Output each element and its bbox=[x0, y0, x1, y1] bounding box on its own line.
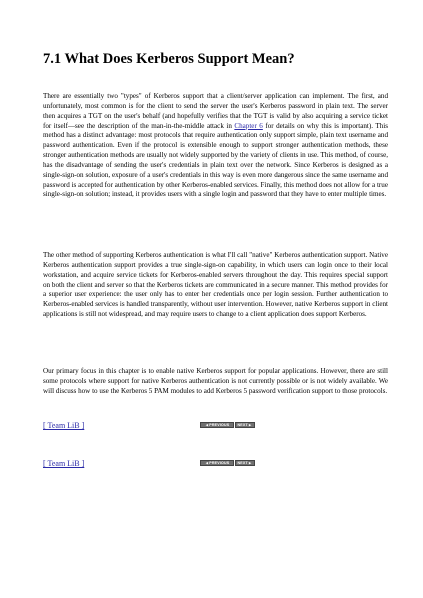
next-button[interactable] bbox=[235, 422, 255, 428]
section-title: 7.1 What Does Kerberos Support Mean? bbox=[43, 51, 295, 67]
previous-label: PREVIOUS bbox=[209, 461, 230, 465]
paragraph-3: Our primary focus in this chapter is to enable native Kerberos support for popular applications. However, there are still some protocols where support for native Kerberos authentication is not currently possible or is not widely available. We will discuss how to use the Kerberos 5 PAM modules to add Kerberos 5 password verification support to those protocols. bbox=[43, 367, 388, 395]
page-nav-top bbox=[200, 422, 255, 428]
next-arrow-icon: ▶ bbox=[248, 461, 252, 465]
previous-arrow-icon: ◀ bbox=[205, 461, 209, 465]
previous-button[interactable] bbox=[200, 460, 234, 466]
next-arrow-icon: ▶ bbox=[248, 423, 252, 427]
page-nav-bottom bbox=[200, 460, 255, 466]
team-lib-link-bottom[interactable]: [ Team LiB ] bbox=[43, 459, 85, 468]
next-label: NEXT bbox=[237, 423, 248, 427]
previous-label: PREVIOUS bbox=[209, 423, 230, 427]
paragraph-1-text-end: for details on why this is important). This method has a distinct advantage: most protocols that require authentication only support simple, plain text username and password authentication. Even if the protocol is extensible enough to support stronger authentication methods, these stronger authentication methods are usually not widely supported by the variety of clients in use. This method, of course, has the disadvantage of sending the user's credentials in plain text over the network. Since Kerberos is designed as a single-sign-on solution, exposure of a user's credentials in this way is even more dangerous since the same username and password is accepted for authentication by other Kerberos-enabled services. Finally, this method does not allow for a true single-sign-on solution; instead, it provides users with a single login and password that they have to enter multiple times. bbox=[43, 121, 389, 199]
next-label: NEXT bbox=[237, 461, 248, 465]
next-button[interactable] bbox=[235, 460, 255, 466]
team-lib-link-top[interactable]: [ Team LiB ] bbox=[43, 421, 85, 430]
previous-arrow-icon: ◀ bbox=[205, 423, 209, 427]
paragraph-2: The other method of supporting Kerberos authentication is what I'll call "native" Kerberos authentication support. Native Kerberos authentication support provides a true single-sign-on capability, in which users can login once to their local workstation, and acquire service tickets for Kerberos-enabled servers throughout the day. This requires special support on both the client and server so that the Kerberos tickets are communicated in a secure manner. This method provides for a superior user experience: the user only has to enter her credentials once per login session. Further authentication to Kerberos-enabled services is handled transparently, without user intervention. However, native Kerberos support in client applications is still not widespread, and may require users to change to a client application does support Kerberos. bbox=[43, 251, 388, 319]
previous-button[interactable] bbox=[200, 422, 234, 428]
chapter-6-link[interactable]: Chapter 6 bbox=[234, 121, 263, 130]
paragraph-1-text-start: There are essentially two "types" of Kerberos support that a client/server application can implement. The first, and unfortunately, most common is for the client to send the server the user's Kerberos password in plain text. The server then acquires a TGT on the user's behalf (and hopefully verifies that the TGT is valid by also acquiring a service ticket for itself—see the description of the man-in-the-middle attack in bbox=[43, 92, 388, 130]
paragraph-1 bbox=[43, 92, 388, 200]
